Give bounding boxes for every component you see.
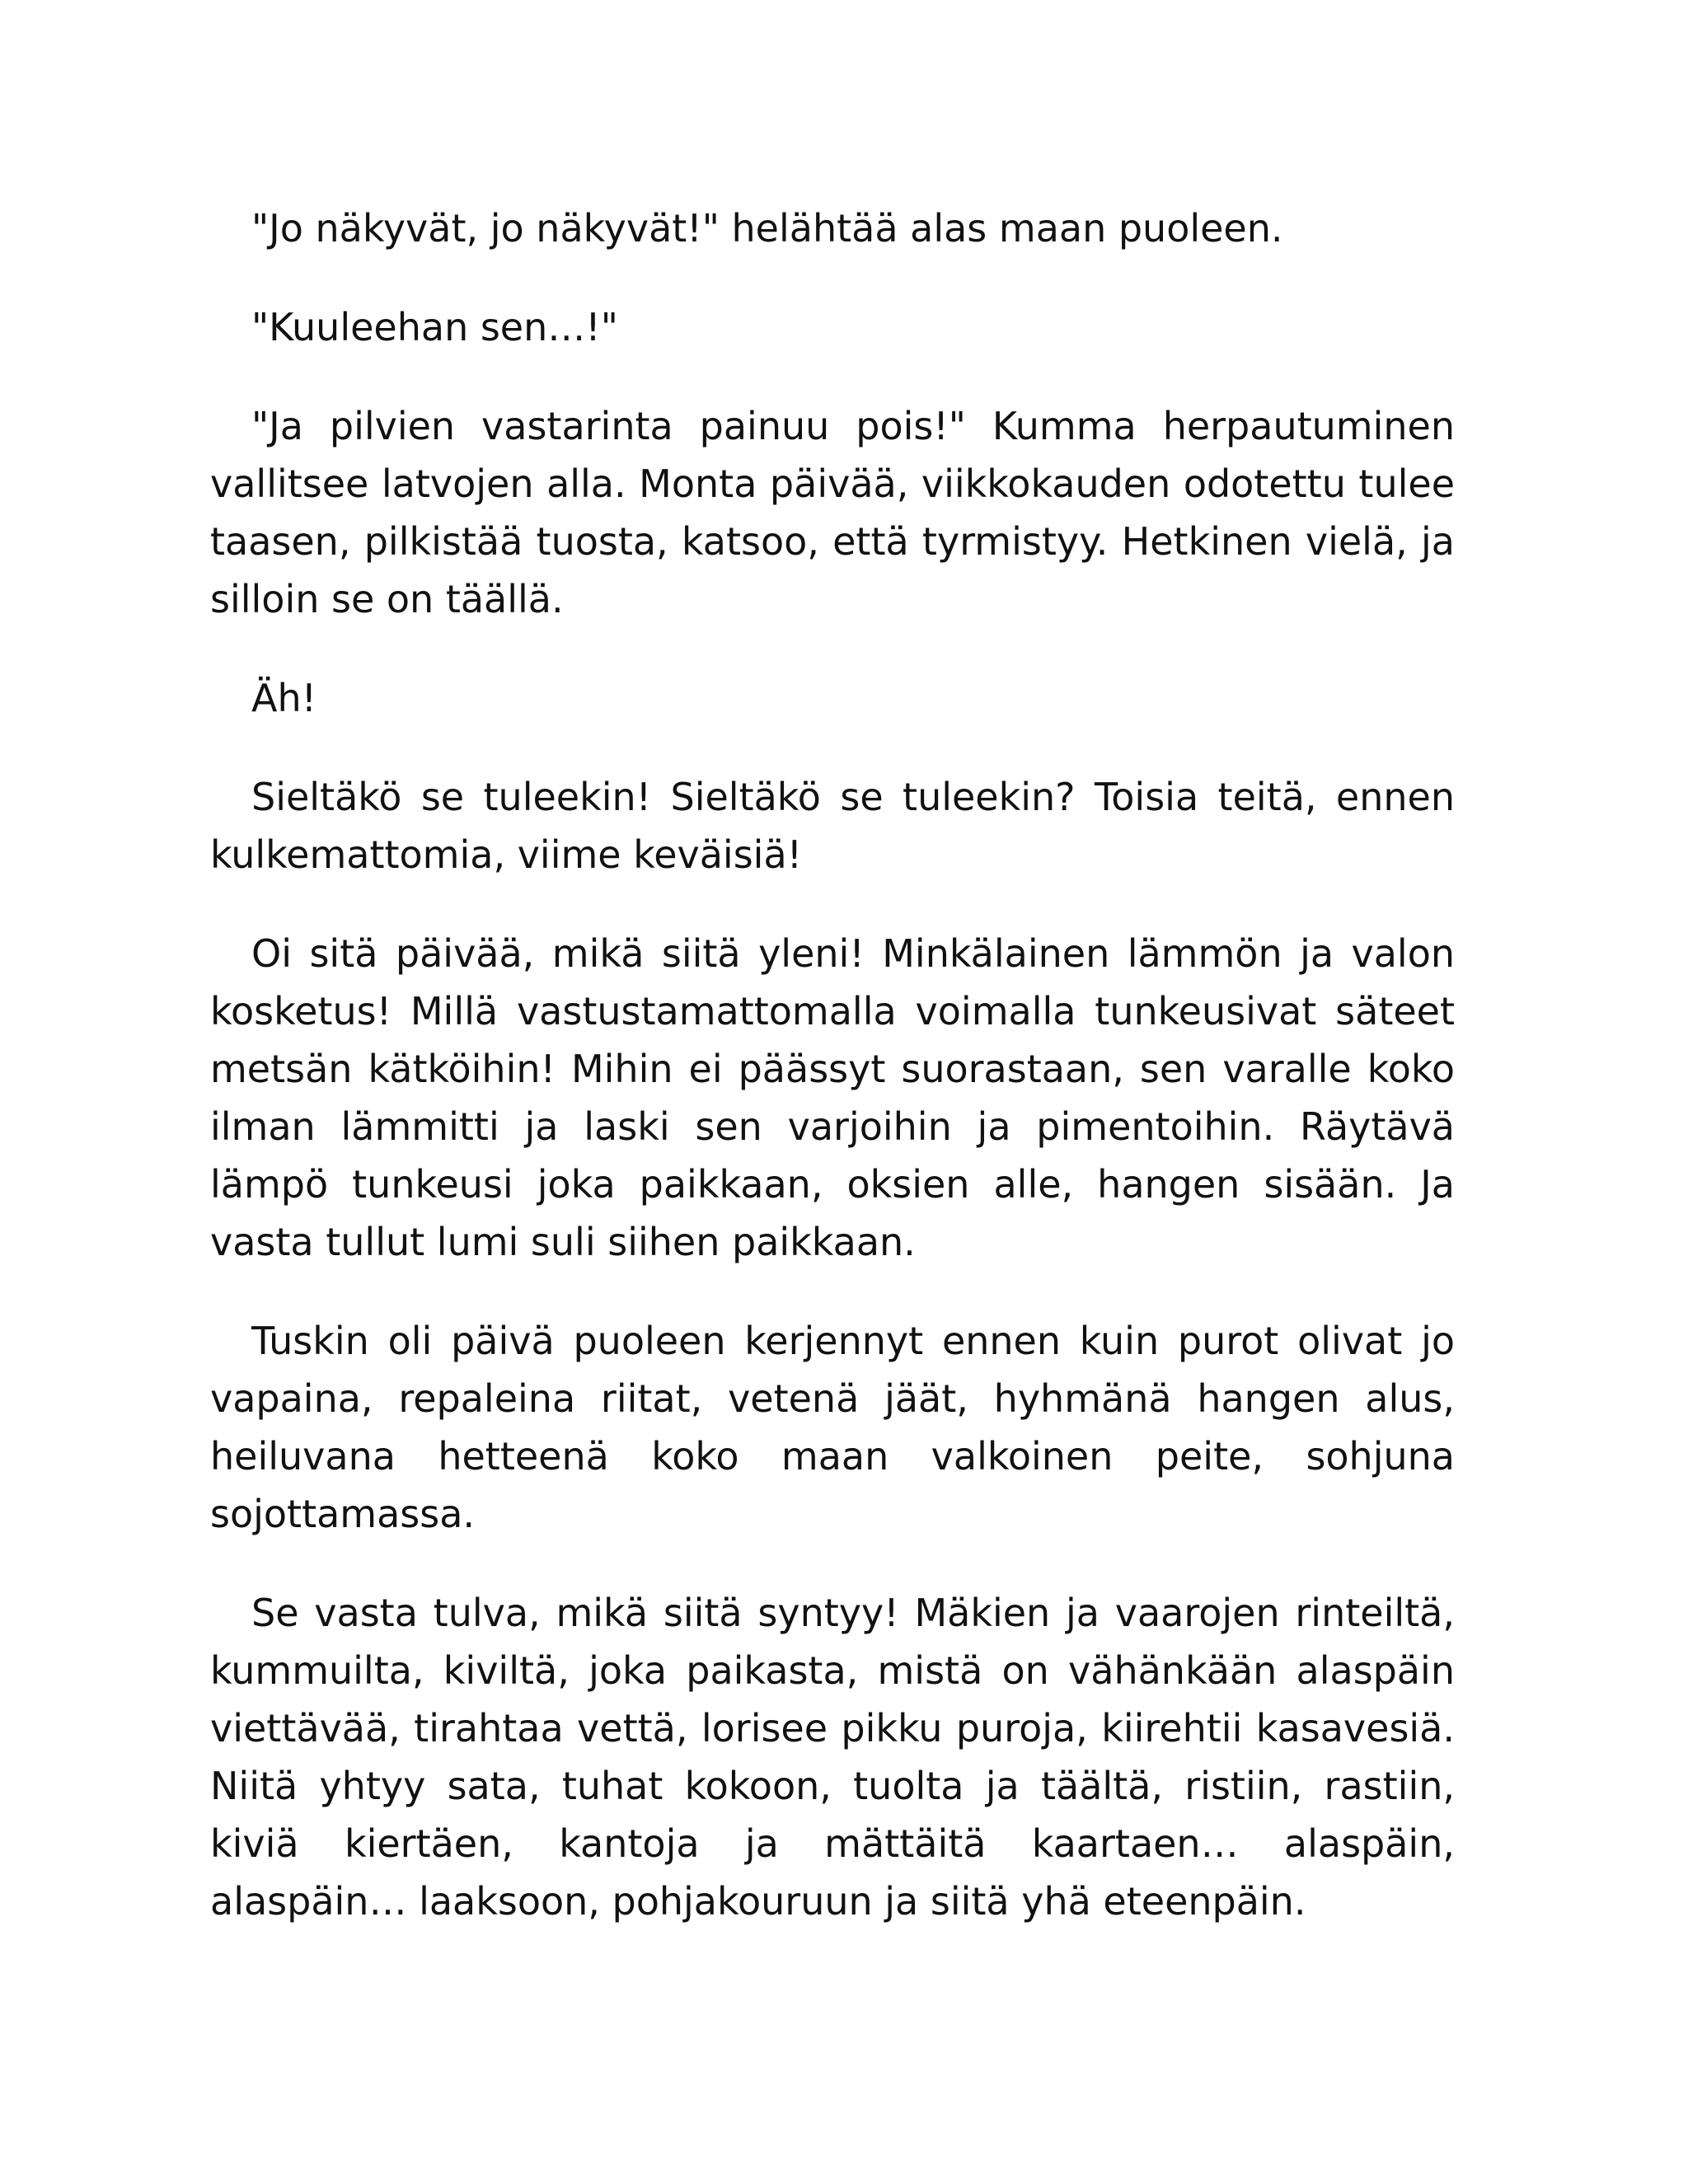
paragraph: Oi sitä päivää, mikä siitä yleni! Minkälainen lämmön ja valon kosketus! Millä vastustamattomalla voimalla tunkeusivat säteet metsän kätköihin! Mihin ei päässyt suorastaan, sen varalle koko ilman lämmitti ja laski sen varjoihin ja pimentoihin. Räytävä lämpö tunkeusi joka paikkaan, oksien alle, hangen sisään. Ja vasta tullut lumi suli siihen paikkaan. [210, 931, 1455, 1264]
paragraph: Tuskin oli päivä puoleen kerjennyt ennen kuin purot olivat jo vapaina, repaleina riitat, vetenä jäät, hyhmänä hangen alus, heiluvana hetteenä koko maan valkoinen peite, sohjuna sojottamassa. [210, 1319, 1455, 1536]
paragraph: "Ja pilvien vastarinta painuu pois!" Kumma herpautuminen vallitsee latvojen alla. Monta päivää, viikkokauden odotettu tulee taasen, pilkistää tuosta, katsoo, että tyrmistyy. Hetkinen vielä, ja silloin se on täällä. [210, 404, 1455, 621]
paragraph: Se vasta tulva, mikä siitä syntyy! Mäkien ja vaarojen rinteiltä, kummuilta, kiviltä, joka paikasta, mistä on vähänkään alaspäin viettävää, tirahtaa vettä, lorisee pikku puroja, kiirehtii kasavesiä. Niitä yhtyy sata, tuhat kokoon, tuolta ja täältä, ristiin, rastiin, kiviä kiertäen, kantoja ja mättäitä kaartaen… alaspäin, alaspäin… laaksoon, pohjakouruun ja siitä yhä eteenpäin. [210, 1591, 1455, 1924]
paragraph: "Kuuleehan sen…!" [251, 305, 618, 349]
paragraph: "Jo näkyvät, jo näkyvät!" helähtää alas maan puoleen. [251, 206, 1283, 251]
document-page [210, 199, 1455, 1971]
paragraph: Sieltäkö se tuleekin! Sieltäkö se tuleekin? Toisia teitä, ennen kulkemattomia, viime keväisiä! [210, 775, 1455, 877]
paragraph: Äh! [251, 676, 317, 720]
